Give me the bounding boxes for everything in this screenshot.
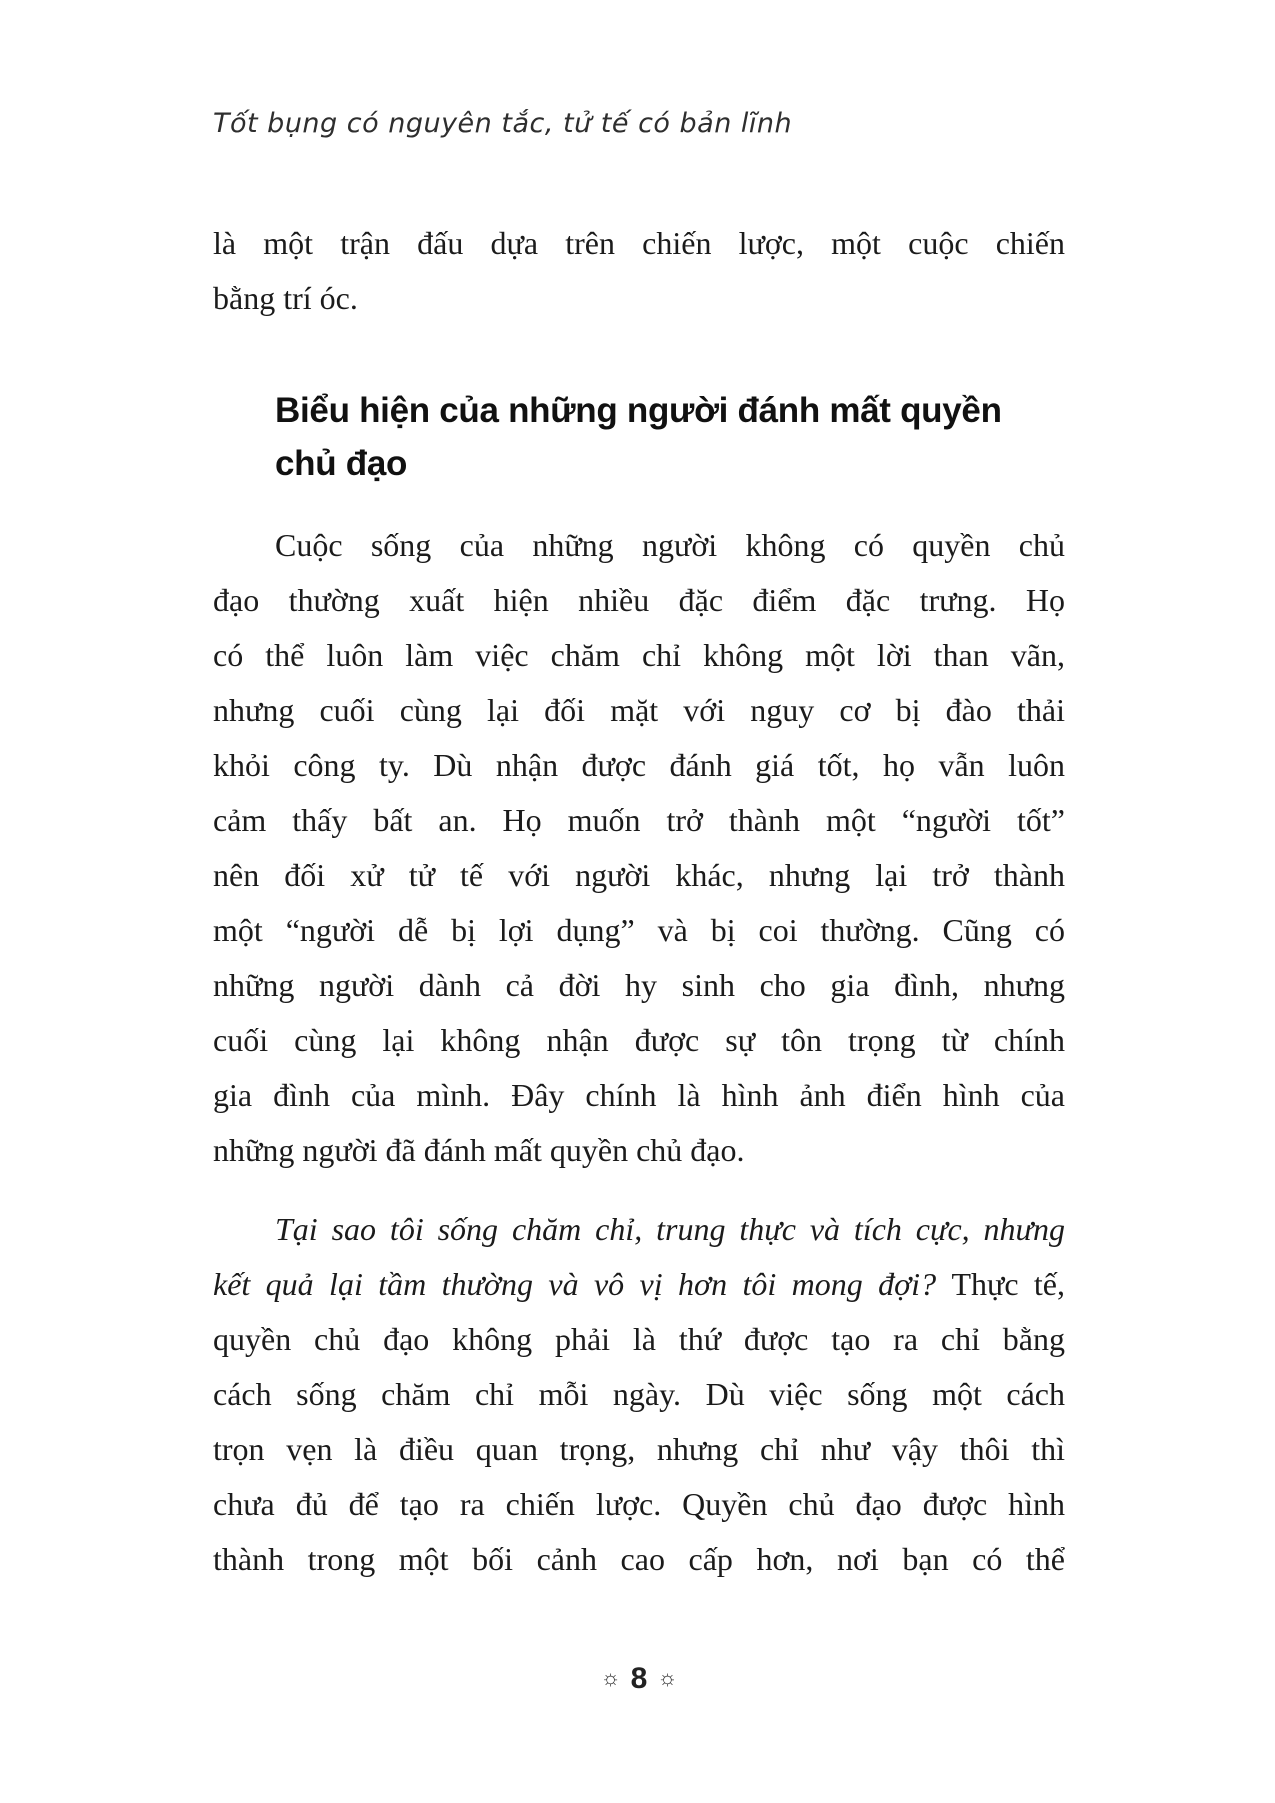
paragraph-question — [213, 1202, 1065, 1587]
text-line: bằng trí óc. — [213, 280, 358, 316]
heading-line: Biểu hiện của những người đánh mất quyền — [275, 391, 1002, 430]
page-footer — [213, 1662, 1065, 1696]
text-line: Cuộc sống của những người không có quyền chủ — [275, 527, 1065, 563]
text-line-mixed — [213, 1257, 1065, 1312]
paragraph-continuation — [213, 216, 1065, 326]
section-heading — [275, 384, 1065, 490]
page-number: 8 — [630, 1662, 648, 1695]
text-line: khỏi công ty. Dù nhận được đánh giá tốt, họ vẫn luôn — [213, 747, 1065, 783]
text-line: những người đã đánh mất quyền chủ đạo. — [213, 1132, 745, 1168]
text-line: thành trong một bối cảnh cao cấp hơn, nơi bạn có thể — [213, 1541, 1065, 1577]
italic-question-end: kết quả lại tầm thường và vô vị hơn tôi mong đợi? — [213, 1266, 952, 1302]
text-line: là một trận đấu dựa trên chiến lược, một cuộc chiến — [213, 225, 1065, 261]
text-line: đạo thường xuất hiện nhiều đặc điểm đặc trưng. Họ — [213, 582, 1065, 618]
text-line: cách sống chăm chỉ mỗi ngày. Dù việc sống một cách — [213, 1376, 1065, 1412]
text-line: quyền chủ đạo không phải là thứ được tạo ra chỉ bằng — [213, 1321, 1065, 1357]
text-line: nên đối xử tử tế với người khác, nhưng lại trở thành — [213, 857, 1065, 893]
text-line: những người dành cả đời hy sinh cho gia đình, nhưng — [213, 967, 1065, 1003]
sun-ornament-icon: ☼ — [657, 1665, 678, 1690]
running-header: Tốt bụng có nguyên tắc, tử tế có bản lĩnh — [213, 108, 793, 139]
text-line: gia đình của mình. Đây chính là hình ảnh điển hình của — [213, 1077, 1065, 1113]
regular-continuation: Thực tế, — [951, 1266, 1065, 1302]
sun-ornament-icon: ☼ — [600, 1665, 621, 1690]
text-line: một “người dễ bị lợi dụng” và bị coi thường. Cũng có — [213, 912, 1065, 948]
text-line: cảm thấy bất an. Họ muốn trở thành một “người tốt” — [213, 802, 1065, 838]
text-line: nhưng cuối cùng lại đối mặt với nguy cơ bị đào thải — [213, 692, 1065, 728]
text-line: có thể luôn làm việc chăm chỉ không một lời than vãn, — [213, 637, 1065, 673]
paragraph-body — [213, 518, 1065, 1178]
heading-line: chủ đạo — [275, 444, 408, 483]
text-line: cuối cùng lại không nhận được sự tôn trọng từ chính — [213, 1022, 1065, 1058]
text-line: trọn vẹn là điều quan trọng, nhưng chỉ như vậy thôi thì — [213, 1431, 1065, 1467]
text-line: chưa đủ để tạo ra chiến lược. Quyền chủ đạo được hình — [213, 1486, 1065, 1522]
text-line-italic: Tại sao tôi sống chăm chỉ, trung thực và tích cực, nhưng — [275, 1211, 1065, 1247]
